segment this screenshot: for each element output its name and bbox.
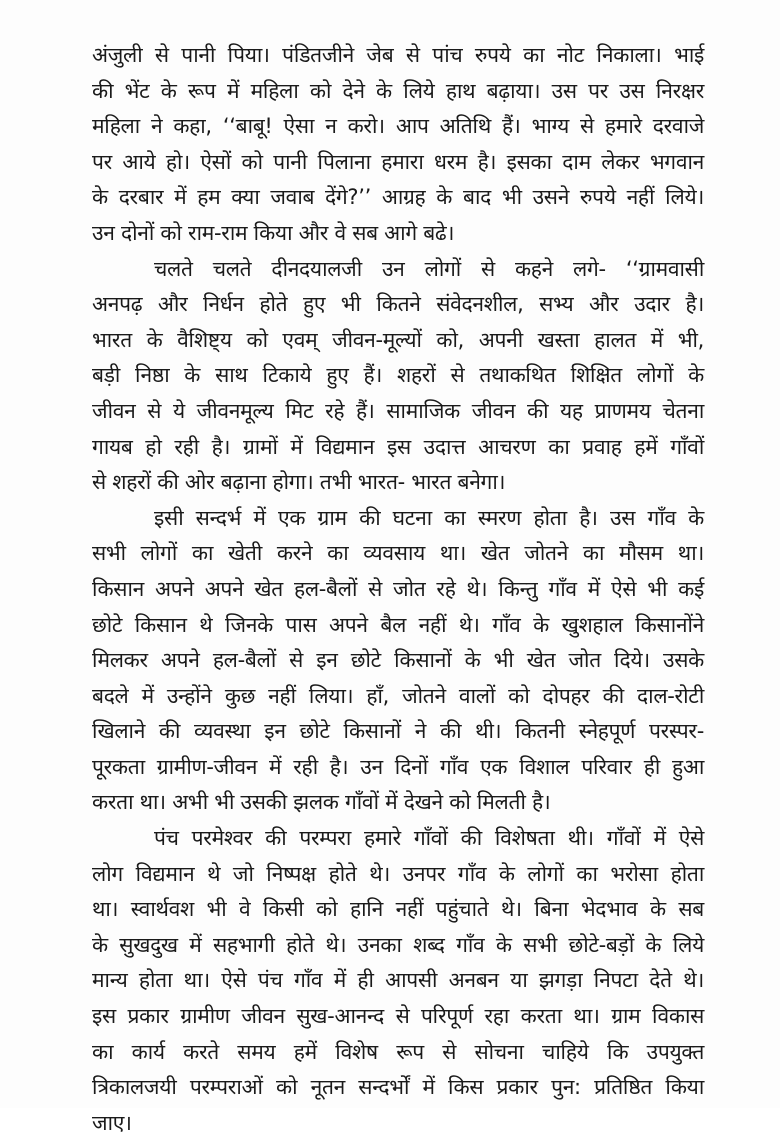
paragraph-3 [92,501,704,821]
text-line: के दरबार में हम क्या जवाब देंगे?’’ आग्रह के बाद भी उसने रुपये नहीं लिये। [92,185,704,210]
text-line: महिला ने कहा, ‘‘बाबू! ऐसा न करो। आप अतिथि हैं। भाग्य से हमारे दरवाजे [92,114,704,139]
text-line: खिलाने की व्यवस्था इन छोटे किसानों ने की थी। कितनी स्नेहपूर्ण परस्पर- [92,719,704,744]
text-line: लोग विद्यमान थे जो निष्पक्ष होते थे। उनपर गाँव के लोगों का भरोसा होता [92,861,704,886]
text-line: भारत के वैशिष्ट्य को एवम् जीवन-मूल्यों को, अपनी खस्ता हालत में भी, [92,327,704,352]
text-line: जीवन से ये जीवनमूल्य मिट रहे हैं। सामाजिक जीवन की यह प्राणमय चेतना [92,398,704,423]
text-line: गायब हो रही है। ग्रामों में विद्यमान इस उदात्त आचरण का प्रवाह हमें गाँवों [92,434,704,459]
text-line: बदले में उन्होंने कुछ नहीं लिया। हाँ, जोतने वालों को दोपहर की दाल-रोटी [92,683,704,708]
text-line: पूरकता ग्रामीण-जीवन में रही है। उन दिनों गाँव एक विशाल परिवार ही हुआ [92,754,704,779]
text-line: छोटे किसान थे जिनके पास अपने बैल नहीं थे। गाँव के खुशहाल किसानोंने [92,612,704,637]
text-line: के सुखदुख में सहभागी होते थे। उनका शब्द गाँव के सभी छोटे-बड़ों के लिये [92,932,704,957]
text-line: इस प्रकार ग्रामीण जीवन सुख-आनन्द से परिपूर्ण रहा करता था। ग्राम विकास [92,1004,704,1029]
paragraph-1 [92,38,704,252]
text-line: था। स्वार्थवश भी वे किसी को हानि नहीं पहुंचाते थे। बिना भेदभाव के सब [92,897,704,922]
text-line: मान्य होता था। ऐसे पंच गाँव में ही आपसी अनबन या झगड़ा निपटा देते थे। [92,968,704,993]
document-page [92,38,704,1141]
text-line: पंच परमेश्वर की परम्परा हमारे गाँवों की विशेषता थी। गाँवों में ऐसे [154,826,704,851]
paragraph-2 [92,252,704,501]
text-line: करता था। अभी भी उसकी झलक गाँवों में देखने को मिलती है। [92,790,551,815]
paragraph-4 [92,821,704,1141]
text-line: चलते चलते दीनदयालजी उन लोगों से कहने लगे- ‘‘ग्रामवासी [154,256,704,281]
text-line: सभी लोगों का खेती करने का व्यवसाय था। खेत जोतने का मौसम था। [92,541,704,566]
text-line: बड़ी निष्ठा के साथ टिकाये हुए हैं। शहरों से तथाकथित शिक्षित लोगों के [92,363,704,388]
text-line: त्रिकालजयी परम्पराओं को नूतन सन्दर्भों में किस प्रकार पुन: प्रतिष्ठित किया [92,1075,704,1100]
text-line: का कार्य करते समय हमें विशेष रूप से सोचना चाहिये कि उपयुक्त [92,1039,704,1064]
text-line: अनपढ़ और निर्धन होते हुए भी कितने संवेदनशील, सभ्य और उदार है। [92,292,704,317]
text-line: इसी सन्दर्भ में एक ग्राम की घटना का स्मरण होता है। उस गाँव के [154,505,704,530]
text-line: अंजुली से पानी पिया। पंडितजीने जेब से पांच रुपये का नोट निकाला। भाई [92,43,704,67]
text-line: से शहरों की ओर बढ़ाना होगा। तभी भारत- भारत बनेगा। [92,470,506,495]
text-line: मिलकर अपने हल-बैलों से इन छोटे किसानों के भी खेत जोत दिये। उसके [92,648,704,673]
text-line: उन दोनों को राम-राम किया और वे सब आगे बढे। [92,220,455,245]
text-line: किसान अपने अपने खेत हल-बैलों से जोत रहे थे। किन्तु गाँव में ऐसे भी कई [92,576,704,601]
text-line: पर आये हो। ऐसों को पानी पिलाना हमारा धरम है। इसका दाम लेकर भगवान [92,149,704,174]
text-line: जाए। [92,1110,132,1135]
text-line: की भेंट के रूप में महिला को देने के लिये हाथ बढ़ाया। उस पर उस निरक्षर [92,78,704,103]
